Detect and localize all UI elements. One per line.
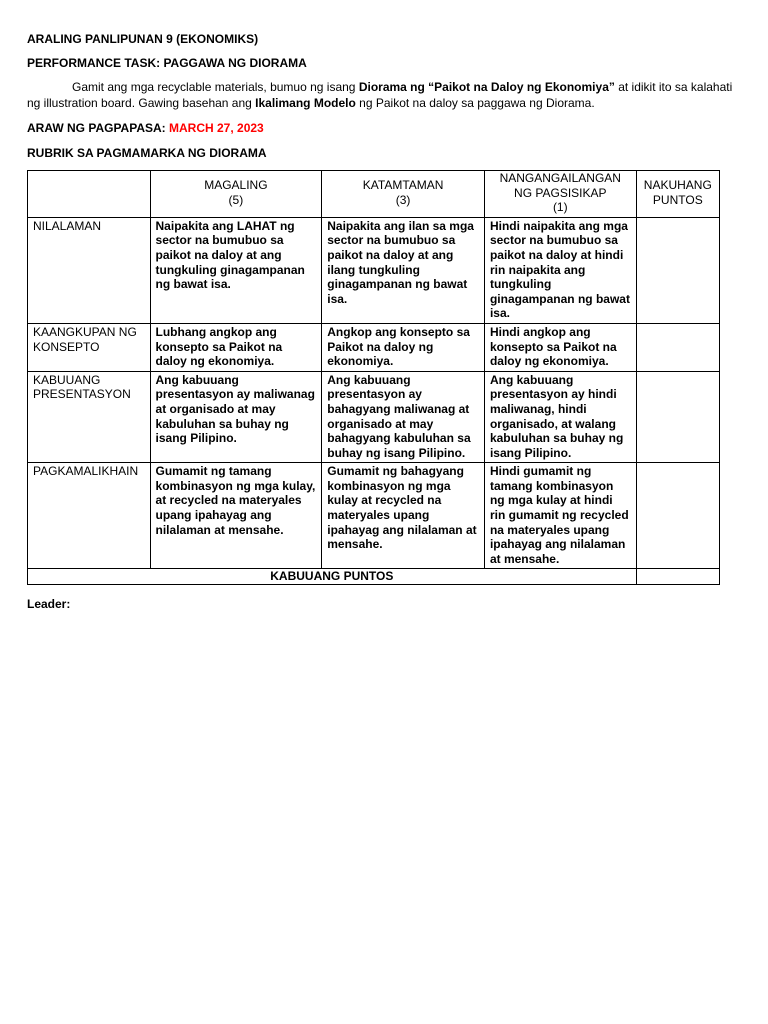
- header-magaling: [150, 171, 322, 218]
- deadline-date: MARCH 27, 2023: [169, 121, 264, 135]
- cell-puntos: [636, 371, 719, 463]
- cell-nangangailangan: Hindi angkop ang konsepto sa Paikot na daloy ng ekonomiya.: [484, 323, 636, 371]
- cell-magaling: Naipakita ang LAHAT ng sector na bumubuo sa paikot na daloy at ang tungkuling ginagampanan ng bawat isa.: [150, 217, 322, 323]
- instructions-bold-2: Ikalimang Modelo: [255, 95, 356, 110]
- cell-nangangailangan: Hindi gumamit ng tamang kombinasyon ng mga kulay at hindi rin gumamit ng recycled na materyales upang ipahayag ang nilalaman at mensahe.: [484, 463, 636, 569]
- criterion-nilalaman: NILALAMAN: [28, 217, 151, 323]
- leader-label: Leader:: [27, 597, 71, 611]
- header-nangangailangan-label: NANGANGAILANGAN NG PAGSISIKAP: [499, 171, 621, 200]
- header-nakuhang-puntos: [636, 171, 719, 218]
- criterion-pagkamalikhain: PAGKAMALIKHAIN: [28, 463, 151, 569]
- cell-puntos: [636, 463, 719, 569]
- instructions-bold-1: Diorama ng “Paikot na Daloy ng Ekonomiya”: [358, 80, 615, 94]
- header-nangangailangan-score: (1): [552, 200, 568, 215]
- task-heading: PERFORMANCE TASK: PAGGAWA NG DIORAMA: [27, 56, 307, 70]
- criterion-kabuuang-presentasyon: KABUUANG PRESENTASYON: [28, 371, 151, 463]
- deadline-label: ARAW NG PAGPAPASA:: [27, 121, 170, 135]
- subject-heading: ARALING PANLIPUNAN 9 (EKONOMIKS): [27, 32, 259, 46]
- header-puntos-label: NAKUHANG PUNTOS: [643, 178, 712, 207]
- deadline-line: [27, 121, 264, 136]
- rubric-header-row: [28, 171, 720, 218]
- total-label: KABUUANG PUNTOS: [28, 569, 637, 585]
- total-row: [28, 569, 720, 585]
- cell-magaling: Lubhang angkop ang konsepto sa Paikot na daloy ng ekonomiya.: [150, 323, 322, 371]
- header-katamtaman-label: KATAMTAMAN: [362, 178, 444, 193]
- rubric-title: RUBRIK SA PAGMAMARKA NG DIORAMA: [27, 146, 267, 160]
- total-value: [636, 569, 719, 585]
- header-katamtaman-score: (3): [395, 192, 411, 207]
- table-row: [28, 371, 720, 463]
- criterion-kaangkupan: KAANGKUPAN NG KONSEPTO: [28, 323, 151, 371]
- table-row: [28, 323, 720, 371]
- table-row: [28, 217, 720, 323]
- cell-puntos: [636, 217, 719, 323]
- cell-katamtaman: Naipakita ang ilan sa mga sector na bumubuo sa paikot na daloy at ang ilang tungkuling ginagampanan ng bawat isa.: [322, 217, 485, 323]
- cell-magaling: Gumamit ng tamang kombinasyon ng mga kulay, at recycled na materyales upang ipahayag ang nilalaman at mensahe.: [150, 463, 322, 569]
- rubric-table: [27, 170, 720, 585]
- cell-katamtaman: Angkop ang konsepto sa Paikot na daloy ng ekonomiya.: [322, 323, 485, 371]
- header-magaling-score: (5): [228, 192, 244, 207]
- header-katamtaman: [322, 171, 485, 218]
- instructions-text-2: at idikit ito sa kalahati ng illustration board. Gawing basehan ang: [27, 80, 733, 110]
- table-row: [28, 463, 720, 569]
- cell-nangangailangan: Ang kabuuang presentasyon ay hindi maliwanag, hindi organisado, at walang kabuluhan sa buhay ng isang Pilipino.: [484, 371, 636, 463]
- header-magaling-label: MAGALING: [204, 178, 268, 193]
- instructions-text-3: ng Paikot na daloy sa paggawa ng Diorama.: [355, 95, 595, 110]
- cell-katamtaman: Ang kabuuang presentasyon ay bahagyang maliwanag at organisado at may bahagyang kabuluhan sa buhay ng isang Pilipino.: [322, 371, 485, 463]
- cell-puntos: [636, 323, 719, 371]
- instructions-paragraph: [27, 80, 742, 111]
- cell-katamtaman: Gumamit ng bahagyang kombinasyon ng mga kulay at recycled na materyales upang ipahayag ang nilalaman at mensahe.: [322, 463, 485, 569]
- header-nangangailangan: [484, 171, 636, 218]
- cell-magaling: Ang kabuuang presentasyon ay maliwanag at organisado at may kabuluhan sa buhay ng isang Pilipino.: [150, 371, 322, 463]
- header-criteria-cell: [28, 171, 151, 218]
- cell-nangangailangan: Hindi naipakita ang mga sector na bumubuo sa paikot na daloy at hindi rin naipakita ang tungkuling ginagampanan ng bawat isa.: [484, 217, 636, 323]
- instructions-text-1: Gamit ang mga recyclable materials, bumuo ng isang: [72, 80, 359, 94]
